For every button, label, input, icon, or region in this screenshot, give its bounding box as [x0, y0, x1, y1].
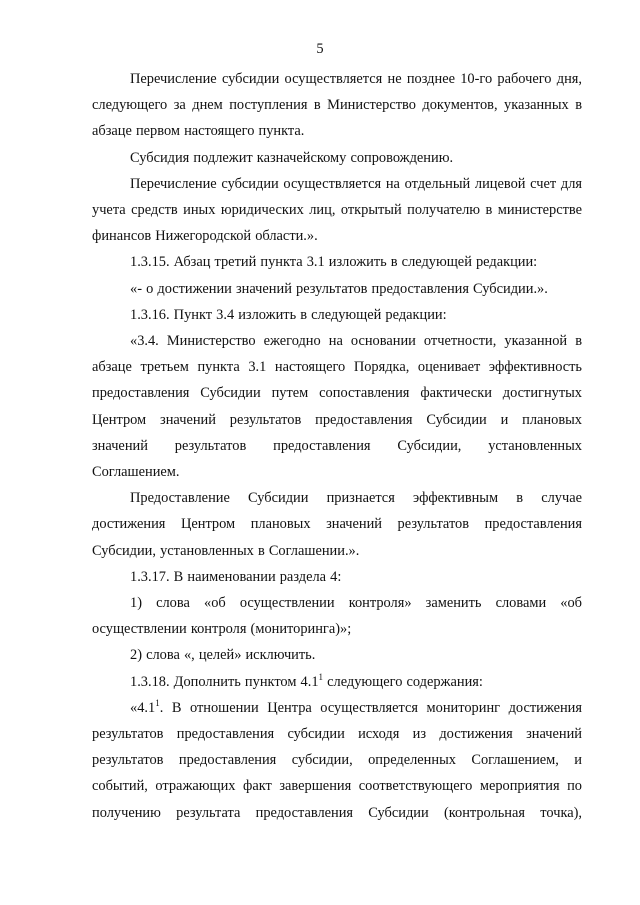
document-body: [92, 66, 582, 826]
paragraph-1-3-16: 1.3.16. Пункт 3.4 изложить в следующей редакции:: [130, 306, 447, 323]
paragraph-treasury-support: Субсидия подлежит казначейскому сопровождению.: [130, 149, 454, 166]
paragraph-transfer-deadline: Перечисление субсидии осуществляется не позднее 10-го рабочего дня, следующего за днем поступления в Министерство документов, указанных в абзаце первом настоящего пункта.: [92, 71, 582, 140]
paragraph-1-3-18: [92, 669, 582, 695]
paragraph-quote-3-4: «3.4. Министерство ежегодно на основании отчетности, указанной в абзаце третьем пункта 3.1 настоящего Порядка, оценивает эффективность предоставления Субсидии путем сопоставления фактически достигнутых Центром значений результатов предоставления Субсидии и плановых значений результатов предоставления Субсидии, установленных Соглашением.: [92, 333, 582, 481]
text-4-1-after: . В отношении Центра осуществляется мониторинг достижения результатов предоставления субсидии исходя из достижения значений результатов предоставления субсидии, определенных Соглашением, и событий, отражающих факт завершения соответствующего мероприятия по получению результата предоставления Субсидии (контрольная точка),: [92, 699, 582, 821]
paragraph-1-3-17: 1.3.17. В наименовании раздела 4:: [130, 568, 342, 585]
paragraph-item-2: 2) слова «, целей» исключить.: [130, 647, 316, 664]
text-4-1-before: «4.1: [130, 699, 156, 716]
paragraph-efficiency: Предоставление Субсидии признается эффективным в случае достижения Центром плановых значений результатов предоставления Субсидии, установленных в Соглашении.».: [92, 490, 582, 559]
paragraph-quote-3-1: «- о достижении значений результатов предоставления Субсидии.».: [130, 280, 548, 297]
superscript-1: 1: [318, 671, 324, 682]
text-1-3-18-before: 1.3.18. Дополнить пунктом 4.1: [130, 673, 319, 690]
paragraph-separate-account: Перечисление субсидии осуществляется на отдельный лицевой счет для учета средств иных юридических лиц, открытый получателю в министерстве финансов Нижегородской области.».: [92, 175, 582, 245]
text-1-3-18-after: следующего содержания:: [323, 673, 483, 690]
paragraph-1-3-15: 1.3.15. Абзац третий пункта 3.1 изложить в следующей редакции:: [130, 254, 538, 271]
paragraph-quote-4-1: [92, 695, 582, 826]
superscript-1: 1: [155, 697, 160, 708]
paragraph-item-1: 1) слова «об осуществлении контроля» заменить словами «об осуществлении контроля (мониторинга)»;: [92, 595, 582, 638]
page-number: 5: [316, 41, 324, 57]
